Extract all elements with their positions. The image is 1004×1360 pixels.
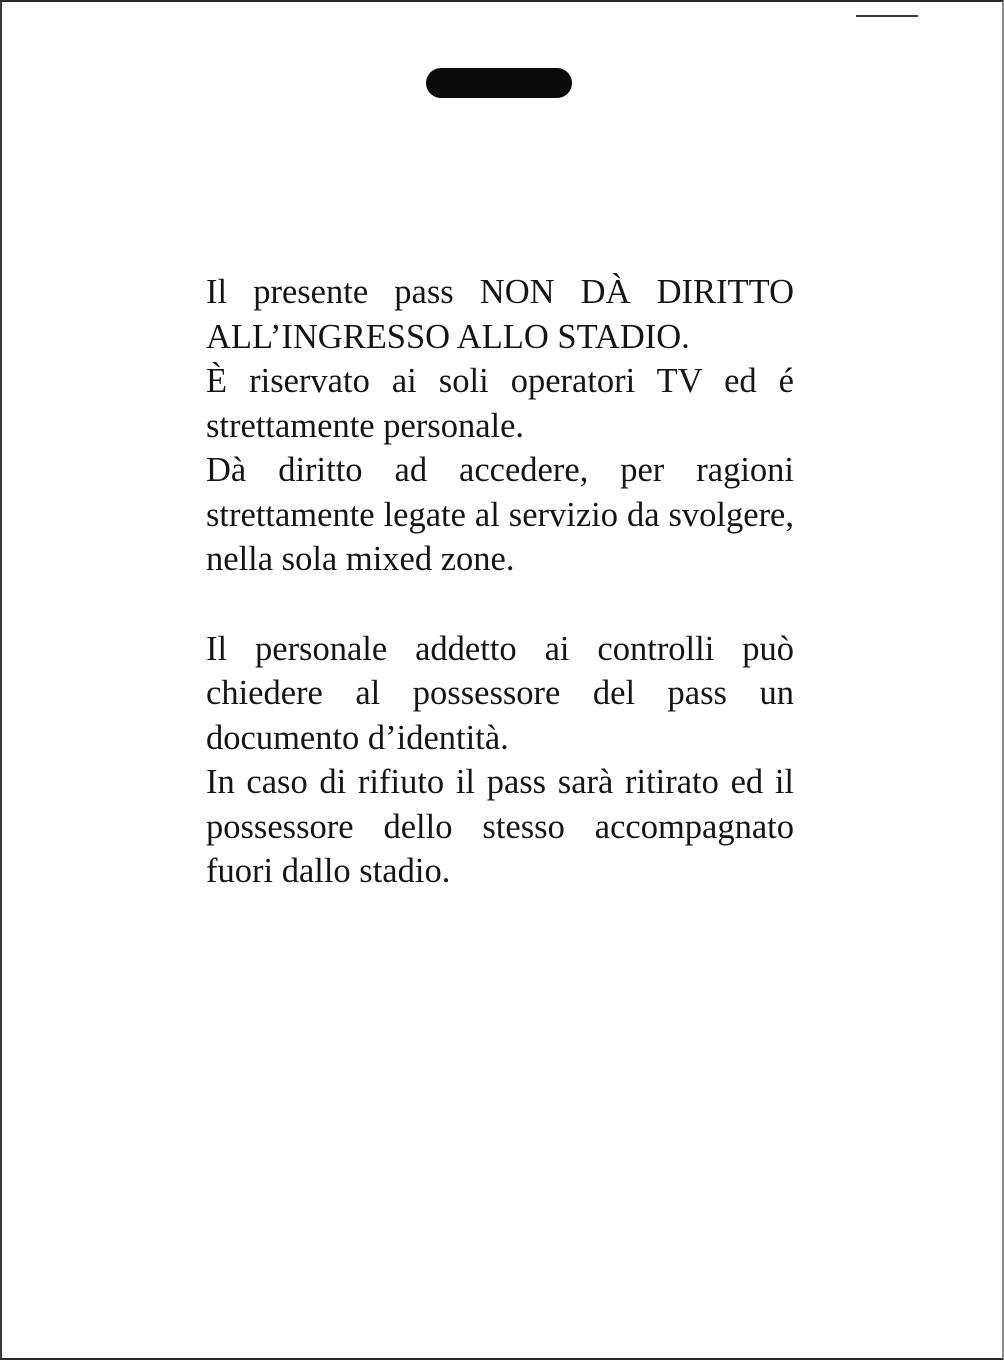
terms-paragraph-mixed-zone: Dà diritto ad accedere, per ragioni strettamente legate al servizio da svolgere, nella sola mixed zone.	[206, 451, 794, 578]
terms-paragraph-refusal: In caso di rifiuto il pass sarà ritirato ed il possessore dello stesso accompagnato fuori dallo stadio.	[206, 763, 794, 890]
terms-paragraph-no-stadium-entry: Il presente pass NON DÀ DIRITTO ALL’INGRESSO ALLO STADIO.	[206, 273, 794, 356]
terms-paragraph-tv-operators: È riservato ai soli operatori TV ed é strettamente personale.	[206, 362, 794, 445]
pass-terms-text	[206, 270, 794, 894]
terms-paragraph-identity-check: Il personale addetto ai controlli può chiedere al possessore del pass un documento d’identità.	[206, 629, 794, 757]
corner-rule	[856, 15, 918, 17]
paragraph-spacer	[206, 582, 794, 627]
lanyard-slot	[426, 68, 572, 98]
